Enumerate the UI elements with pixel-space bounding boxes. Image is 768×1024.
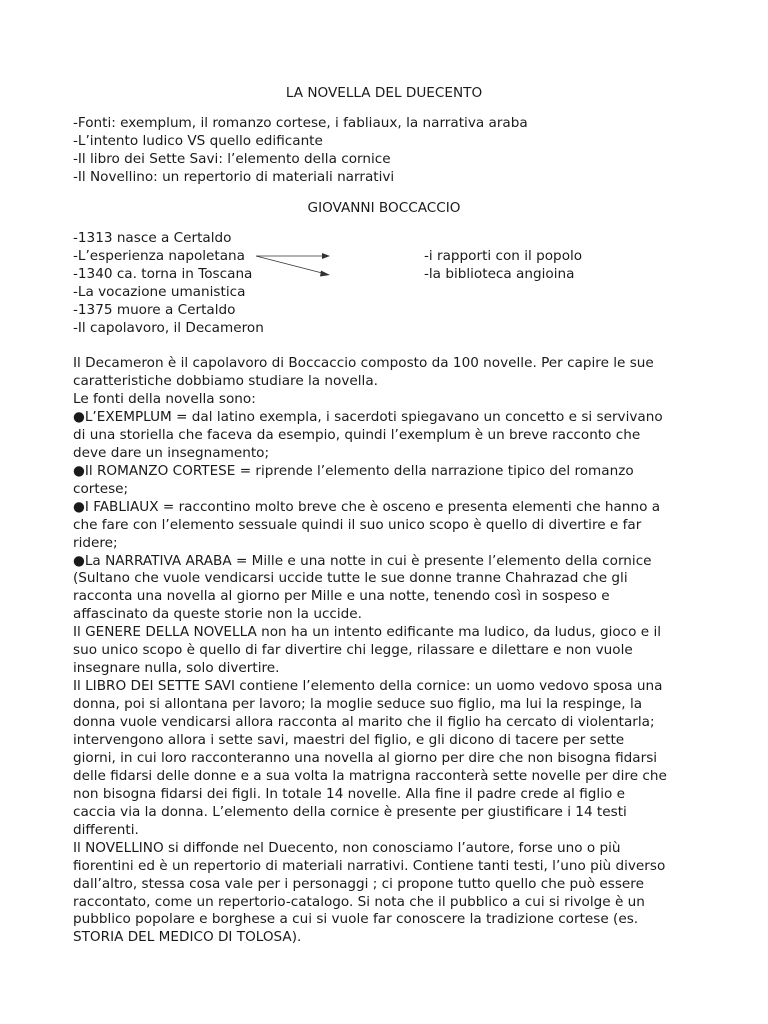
bio-item: -L’esperienza napoletana (73, 248, 246, 264)
body-line: caccia via la donna. L’elemento della cornice è presente per giustificare i 14 testi (73, 803, 627, 820)
body-line: non bisogna fidarsi dei figli. In totale 14 novelle. Alla fine il padre crede al figlio e (73, 785, 625, 802)
body-line: Il Decameron è il capolavoro di Boccaccio composto da 100 novelle. Per capire le sue (73, 355, 654, 371)
body-line: suo unico scopo è quello di far divertire chi legge, rilassare e dilettare e non vuole (73, 642, 633, 659)
bio-item: -1340 ca. torna in Toscana (73, 266, 253, 282)
body-line: ridere; (73, 534, 118, 551)
page-title: LA NOVELLA DEL DUECENTO (285, 85, 483, 101)
body-line: Il NOVELLINO si diffonde nel Duecento, non conosciamo l’autore, forse uno o più (73, 839, 621, 856)
body-line: STORIA DEL MEDICO DI TOLOSA). (73, 929, 302, 946)
bio-item: -Il capolavoro, il Decameron (73, 320, 264, 336)
body-line: caratteristiche dobbiamo studiare la novella. (73, 372, 378, 389)
bio-item: -1375 muore a Certaldo (73, 302, 236, 318)
body-line: di una storiella che faceva da esempio, quindi l’exemplum è un breve racconto che (73, 426, 641, 443)
body-line: ●Il ROMANZO CORTESE = riprende l’elemento della narrazione tipico del romanzo (73, 462, 634, 479)
body-line: cortese; (73, 480, 129, 497)
arrowhead-icon (322, 253, 330, 259)
body-line: donna, poi si allontana per lavoro; la moglie seduce suo figlio, ma lui la respinge, la (73, 696, 643, 712)
intro-item: -Il Novellino: un repertorio di materiali narrativi (73, 169, 395, 185)
body-line: delle fidarsi delle donne e a sua volta la matrigna racconterà sette novelle per dire che (73, 767, 667, 784)
body-line: Il LIBRO DEI SETTE SAVI contiene l’elemento della cornice: un uomo vedovo sposa una (73, 678, 663, 695)
body-line: giorni, in cui loro racconteranno una novella al giorno per dire che non bisogna fidarsi (73, 749, 658, 766)
body-line: racconta una novella al giorno per Mille e una notte, tenendo così in sospeso e (73, 588, 610, 605)
section-title: GIOVANNI BOCCACCIO (307, 200, 461, 216)
body-line: affascinato da queste storie non la uccide. (73, 606, 362, 623)
intro-item: -Il libro dei Sette Savi: l’elemento della cornice (73, 151, 391, 167)
body-line: donna vuole vendicarsi allora racconta al marito che il figlio ha cercato di violentarla; (73, 714, 655, 730)
arrowhead-icon (320, 271, 330, 277)
body-line: insegnare nulla, solo divertire. (73, 660, 280, 677)
body-line: dall’altro, stessa cosa vale per i personaggi ; ci propone tutto quello che può essere (73, 875, 644, 892)
bio-note: -i rapporti con il popolo (424, 248, 583, 264)
body-line: (Sultano che vuole vendicarsi uccide tutte le sue donne tranne Chahrazad che gli (73, 570, 628, 587)
body-line: Il GENERE DELLA NOVELLA non ha un intento edificante ma ludico, da ludus, gioco e il (73, 624, 662, 641)
arrow-line (256, 256, 326, 274)
body-line: ●La NARRATIVA ARABA = Mille e una notte in cui è presente l’elemento della cornice (73, 552, 652, 569)
bio-note: -la biblioteca angioina (424, 266, 575, 282)
bio-item: -La vocazione umanistica (73, 284, 246, 300)
intro-item: -L’intento ludico VS quello edificante (73, 133, 323, 149)
body-line: ●I FABLIAUX = raccontino molto breve che è osceno e presenta elementi che hanno a (73, 498, 661, 515)
body-line: pubblico popolare e borghese a cui si vuole far conoscere la tradizione cortese (es. (73, 911, 639, 928)
body-line: intervengono allora i sette savi, maestri del figlio, e gli dicono di tacere per sette (73, 732, 625, 748)
body-line: deve dare un insegnamento; (73, 444, 270, 461)
body-line: fiorentini ed è un repertorio di materiali narrativi. Contiene tanti testi, l’uno più diverso (73, 857, 666, 874)
intro-item: -Fonti: exemplum, il romanzo cortese, i fabliaux, la narrativa araba (73, 115, 528, 131)
body-line: Le fonti della novella sono: (73, 390, 256, 407)
body-line: raccontato, come un repertorio-catalogo. Si nota che il pubblico a cui si rivolge è un (73, 893, 645, 910)
body-line: ●L’EXEMPLUM = dal latino exempla, i sacerdoti spiegavano un concetto e si servivano (73, 408, 663, 425)
bio-item: -1313 nasce a Certaldo (73, 230, 232, 246)
body-line: che fare con l’elemento sessuale quindi il suo unico scopo è quello di divertire e far (73, 516, 642, 533)
body-line: differenti. (73, 821, 139, 838)
